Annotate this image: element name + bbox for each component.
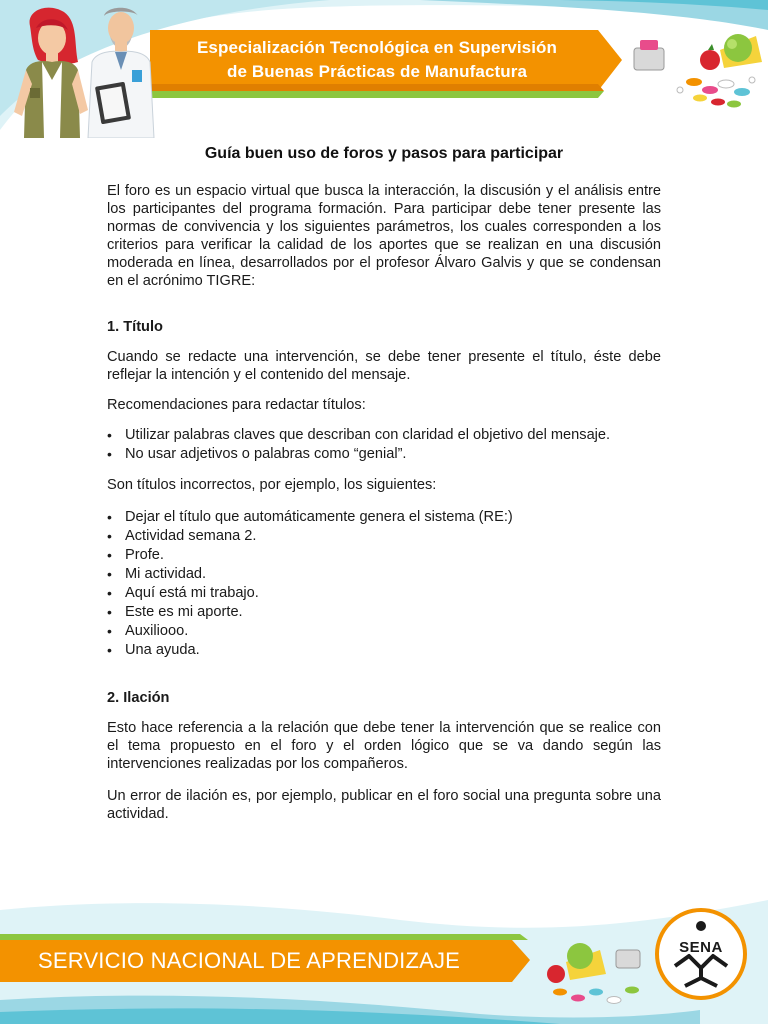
banner-title-line2: de Buenas Prácticas de Manufactura — [226, 62, 528, 81]
list-item: • Actividad semana 2. — [107, 527, 661, 546]
document-body — [107, 145, 661, 823]
list-item: • No usar adjetivos o palabras como “genial”. — [107, 445, 661, 464]
section-heading-titulo: 1. Título — [107, 319, 163, 335]
intro-paragraph: El foro es un espacio virtual que busca la interacción, la discusión y el análisis entre los participantes del programa formación. Para participar debe tener presente las normas de convivencia y los siguientes parámetros, los cuales corresponden a los criterios para verificar la calidad de los aportes que se realizan en una discusión moderada en línea, desarrollados por el profesor Álvaro Galvis y que se condensan en el acrónimo TIGRE: — [107, 183, 661, 289]
ilacion-paragraph-2: Un error de ilación es, por ejemplo, publicar en el foro social una pregunta sobre una actividad. — [107, 788, 661, 822]
list-item: • Este es mi aporte. — [107, 603, 661, 622]
titulo-paragraph-1: Cuando se redacte una intervención, se debe tener presente el título, éste debe reflejar la intención y el contenido del mensaje. — [107, 349, 661, 383]
recommendations-list — [107, 426, 661, 464]
list-item: • Mi actividad. — [107, 565, 661, 584]
list-item: • Utilizar palabras claves que describan con claridad el objetivo del mensaje. — [107, 426, 661, 445]
page-footer — [0, 880, 768, 1024]
woman-illustration-icon — [8, 4, 90, 138]
titulo-paragraph-3: Son títulos incorrectos, por ejemplo, los siguientes: — [107, 477, 437, 493]
list-item: • Auxiliooo. — [107, 622, 661, 641]
list-item: • Una ayuda. — [107, 641, 661, 660]
section-heading-ilacion: 2. Ilación — [107, 690, 170, 706]
list-item: • Aquí está mi trabajo. — [107, 584, 661, 603]
man-illustration-icon — [82, 2, 160, 138]
list-item: • Profe. — [107, 546, 661, 565]
food-and-pills-decoration-icon — [620, 20, 768, 120]
incorrect-titles-list — [107, 508, 661, 660]
titulo-paragraph-2: Recomendaciones para redactar títulos: — [107, 397, 366, 413]
document-title: Guía buen uso de foros y pasos para participar — [204, 145, 564, 162]
banner-title-line1: Especialización Tecnológica en Supervisión — [196, 38, 558, 57]
footer-banner-text: SERVICIO NACIONAL DE APRENDIZAJE — [38, 948, 461, 973]
sena-logo-text: SENA — [679, 939, 723, 956]
sena-logo — [655, 908, 747, 1000]
ilacion-paragraph-1: Esto hace referencia a la relación que debe tener la intervención que se realice con el tema propuesto en el foro y el orden lógico que se va dando según las intervenciones realizadas por los compañeros. — [107, 720, 661, 772]
list-item: • Dejar el título que automáticamente genera el sistema (RE:) — [107, 508, 661, 527]
page-header — [0, 0, 768, 140]
